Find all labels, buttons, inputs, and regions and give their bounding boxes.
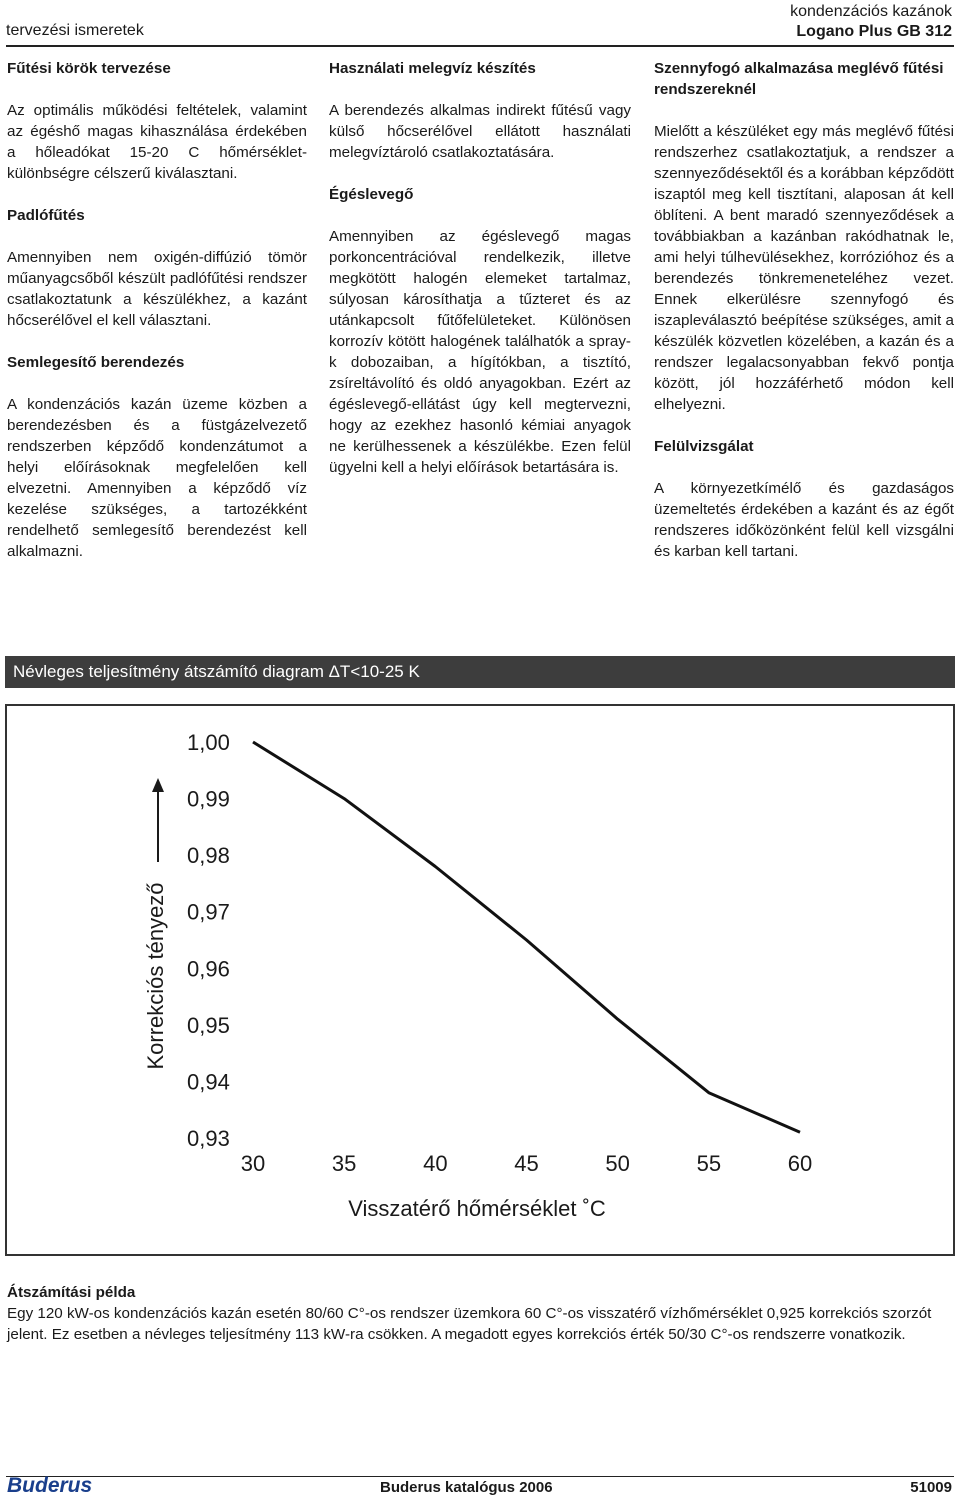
heading-neutralizer: Semlegesítő berendezés <box>7 354 185 371</box>
para-neutralizer: A kondenzációs kazán üzeme közben a berendezésben és a füstgázelvezető rendszerben képződő kondenzátumot a helyi előírásoknak megfelelően kell elvezetni. Amennyiben a képződő víz kezelése szükséges, a tartozékként rendelhető semlegesítő berendezést kell alkalmazni. <box>7 396 307 560</box>
y-tick-label: 0,93 <box>187 1126 230 1151</box>
heading-floor-heating: Padlófűtés <box>7 207 85 224</box>
y-tick-label: 0,98 <box>187 843 230 869</box>
x-axis-label: Visszatérő hőmérséklet ˚C <box>348 1196 606 1221</box>
correction-curve <box>253 742 800 1132</box>
y-axis-arrow-head <box>152 778 164 792</box>
diagram-banner <box>5 656 955 688</box>
heading-combustion-air: Égéslevegő <box>329 186 414 203</box>
para-combustion-air: Amennyiben az égéslevegő magas porkoncentrációval rendelkezik, illetve megkötött halogén elemeket tartalmaz, súlyosan károsíthatja a tűzteret és az utánkapcsolt fűtőfelületeket. Különösen korrozív kötött halogének találhatók a spray-k dobozaiban, a hígítókban, a tisztító, zsíreltávolító és oldó anyagokban. Ezért az égéslevegő-ellátást úgy kell megtervezni, hogy az ezekhez hasonló kémiai anyagok ne kerülhessenek a készülékbe. Ezen felül ügyelni kell a helyi előírások betartására is. <box>329 228 631 476</box>
example-text: Egy 120 kW-os kondenzációs kazán esetén 80/60 C°-os rendszer üzemkora 60 C°-os visszatérő vízhőmérséklet 0,925 korrekciós szorzót jelent. Ez esetben a névleges teljesítmény 113 kW-ra csökken. A megadott egyes korrekciós érték 50/30 C°-os rendszerre vonatkozik. <box>7 1305 932 1343</box>
correction-chart <box>7 706 953 1254</box>
y-tick-label: 1,00 <box>187 730 230 755</box>
y-tick-label: 0,99 <box>187 786 230 812</box>
header-right-top: kondenzációs kazánok <box>790 3 952 20</box>
heading-dirt-trap: Szennyfogó alkalmazása meglévő fűtési rendszereknél <box>654 60 944 98</box>
para-heating-circuits: Az optimális működési feltételek, valamint az égéshő magas kihasználása érdekében a hőleadókat 15-20 C hőmérséklet-különbségre célszerű kiválasztani. <box>7 102 307 182</box>
header-right <box>790 2 952 42</box>
heading-inspection: Felülvizsgálat <box>654 438 754 455</box>
x-tick-label: 55 <box>696 1151 722 1176</box>
header-left: tervezési ismeretek <box>6 22 144 39</box>
y-tick-label: 0,95 <box>187 1012 230 1038</box>
footer-rule <box>6 1476 954 1477</box>
para-hot-water: A berendezés alkalmas indirekt fűtésű vagy külső hőcserélővel ellátott használati melegvíztároló csatlakoztatására. <box>329 102 631 161</box>
y-tick-label: 0,97 <box>187 899 230 925</box>
footer-catalog: Buderus katalógus 2006 <box>380 1479 553 1496</box>
header-right-bottom: Logano Plus GB 312 <box>796 23 952 40</box>
column-3 <box>654 58 954 583</box>
header-rule <box>6 45 954 47</box>
column-2 <box>329 58 631 499</box>
y-tick-label: 0,94 <box>187 1069 230 1095</box>
heading-heating-circuits: Fűtési körök tervezése <box>7 60 171 77</box>
footer-page-number: 51009 <box>910 1479 952 1496</box>
y-tick-label: 0,96 <box>187 956 230 982</box>
example-section <box>7 1282 955 1345</box>
x-tick-label: 40 <box>423 1151 448 1176</box>
x-tick-label: 30 <box>240 1151 266 1176</box>
x-tick-label: 35 <box>331 1151 357 1176</box>
x-tick-label: 45 <box>514 1151 539 1176</box>
para-floor-heating: Amennyiben nem oxigén-diffúzió tömör műanyagcsőből készült padlófűtési rendszer csatlakoztatunk a készülékhez, a kazánt hőcserélővel el kell választani. <box>7 249 307 329</box>
diagram-banner-text: Névleges teljesítmény átszámító diagram ΔT<10-25 K <box>13 662 420 681</box>
y-axis-label: Korrekciós tényező <box>143 882 168 1070</box>
heading-hot-water: Használati melegvíz készítés <box>329 60 536 77</box>
example-title: Átszámítási példa <box>7 1284 136 1301</box>
para-dirt-trap: Mielőtt a készüléket egy más meglévő fűtési rendszerhez csatlakoztatjuk, a rendszer a szennyeződésektől és a korábban képződött iszaptól meg kell tisztítani, alaposan át kell öblíteni. A bent maradó szennyeződések a továbbiakban a kazánban rakódhatnak le, ami helyi túlhevülésekhez, korrózióhoz és a berendezés tönkremeneteléhez vezet. Ennek elkerülésre szennyfogó és iszapleválasztó beépítése szükséges, amit a készülék közvetlen közelében, a kazán és a rendszer legalacsonyabban fekvő pontja között, jól hozzáférhető módon kell elhelyezni. <box>654 123 954 413</box>
x-tick-label: 60 <box>787 1151 813 1176</box>
column-1 <box>7 58 307 583</box>
x-tick-label: 50 <box>605 1151 630 1176</box>
buderus-logo: Buderus <box>7 1474 93 1497</box>
chart-frame <box>5 704 955 1256</box>
para-inspection: A környezetkímélő és gazdaságos üzemeltetés érdekében a kazánt és az égőt rendszeres időközönként felül kell vizsgálni és karban kell tartani. <box>654 480 954 560</box>
